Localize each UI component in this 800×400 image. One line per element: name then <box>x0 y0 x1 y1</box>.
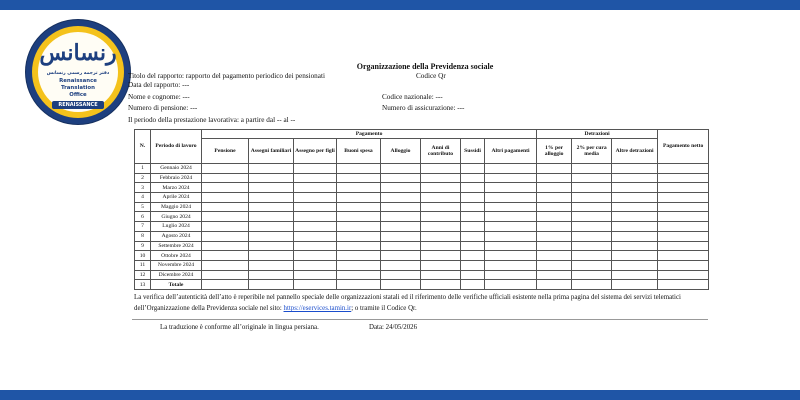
empty-cell <box>249 212 294 222</box>
empty-cell <box>658 260 709 270</box>
group-header-payment: Pagamento <box>202 130 537 139</box>
empty-cell <box>421 164 461 174</box>
empty-cell <box>485 193 537 203</box>
empty-cell <box>249 231 294 241</box>
work-period: Il periodo della prestazione lavorativa: a partire dal -- al -- <box>128 115 296 124</box>
organization-title: Organizzazione della Previdenza sociale <box>356 62 494 71</box>
col-header-other-deductions: Altre detrazioni <box>612 139 658 164</box>
empty-cell <box>537 202 572 212</box>
empty-cell <box>381 270 421 280</box>
table-header-groups <box>135 130 709 139</box>
empty-cell <box>202 270 249 280</box>
col-header-housing: Alloggio <box>381 139 421 164</box>
empty-cell <box>421 183 461 193</box>
row-number: 11 <box>135 260 151 270</box>
row-period: Totale <box>151 280 202 290</box>
empty-cell <box>421 193 461 203</box>
empty-cell <box>572 164 612 174</box>
row-period: Agosto 2024 <box>151 231 202 241</box>
table-row <box>135 241 709 251</box>
empty-cell <box>381 251 421 261</box>
empty-cell <box>202 212 249 222</box>
empty-cell <box>381 280 421 290</box>
empty-cell <box>202 260 249 270</box>
empty-cell <box>485 212 537 222</box>
col-header-family-allowance: Assegni familiari <box>249 139 294 164</box>
empty-cell <box>572 270 612 280</box>
empty-cell <box>294 173 337 183</box>
empty-cell <box>202 241 249 251</box>
empty-cell <box>461 280 485 290</box>
empty-cell <box>461 222 485 232</box>
empty-cell <box>658 231 709 241</box>
report-title-row <box>128 72 714 82</box>
empty-cell <box>249 241 294 251</box>
empty-cell <box>337 202 381 212</box>
empty-cell <box>612 280 658 290</box>
row-number: 5 <box>135 202 151 212</box>
col-header-medical-deduction: 2% per cura media <box>572 139 612 164</box>
document-header <box>128 62 714 126</box>
empty-cell <box>612 173 658 183</box>
empty-cell <box>537 222 572 232</box>
row-number: 9 <box>135 241 151 251</box>
logo-inner <box>38 32 118 112</box>
table-row <box>135 193 709 203</box>
empty-cell <box>202 280 249 290</box>
payments-table <box>134 129 709 290</box>
empty-cell <box>249 251 294 261</box>
empty-cell <box>461 270 485 280</box>
empty-cell <box>337 212 381 222</box>
empty-cell <box>202 222 249 232</box>
empty-cell <box>249 260 294 270</box>
report-title: Titolo del rapporto: rapporto del pagamento periodico dei pensionati <box>128 71 325 80</box>
empty-cell <box>381 222 421 232</box>
empty-cell <box>537 231 572 241</box>
empty-cell <box>485 251 537 261</box>
empty-cell <box>294 212 337 222</box>
table-row <box>135 270 709 280</box>
empty-cell <box>202 202 249 212</box>
row-number: 6 <box>135 212 151 222</box>
row-number: 4 <box>135 193 151 203</box>
empty-cell <box>249 222 294 232</box>
row-period: Novembre 2024 <box>151 260 202 270</box>
empty-cell <box>485 280 537 290</box>
empty-cell <box>658 251 709 261</box>
col-header-other-payments: Altri pagamenti <box>485 139 537 164</box>
table-header-columns <box>135 139 709 164</box>
empty-cell <box>249 270 294 280</box>
empty-cell <box>337 173 381 183</box>
numbers-row <box>128 104 714 114</box>
verification-text: La verifica dell’autenticità dell’atto è reperibile nel pannello speciale delle organizzazioni statali ed il riferimento delle verifiche ufficiali esistente nella prima pagina del sistema dei servizi telematici dell’Organizzazione della Previdenza sociale nel sito: <box>134 294 681 313</box>
empty-cell <box>612 260 658 270</box>
bottom-border-band <box>0 390 800 400</box>
empty-cell <box>337 164 381 174</box>
col-header-vouchers: Buoni spesa <box>337 139 381 164</box>
col-header-child-allowance: Assegno per figli <box>294 139 337 164</box>
empty-cell <box>485 231 537 241</box>
empty-cell <box>294 231 337 241</box>
empty-cell <box>658 193 709 203</box>
translation-footer <box>160 323 418 332</box>
pension-number: Numero di pensione: --- <box>128 104 198 113</box>
empty-cell <box>612 212 658 222</box>
logo-mark: رنسانس <box>39 40 117 66</box>
footer-divider <box>132 319 708 320</box>
table-row <box>135 164 709 174</box>
empty-cell <box>294 270 337 280</box>
col-header-period: Periodo di lavoro <box>151 130 202 164</box>
empty-cell <box>485 241 537 251</box>
empty-cell <box>421 280 461 290</box>
empty-cell <box>537 212 572 222</box>
empty-cell <box>381 164 421 174</box>
empty-cell <box>485 222 537 232</box>
empty-cell <box>485 270 537 280</box>
empty-cell <box>537 270 572 280</box>
empty-cell <box>485 202 537 212</box>
empty-cell <box>202 193 249 203</box>
table-row <box>135 212 709 222</box>
row-number: 10 <box>135 251 151 261</box>
table-row <box>135 251 709 261</box>
empty-cell <box>337 260 381 270</box>
empty-cell <box>485 173 537 183</box>
logo-ribbon: RENAISSANCE <box>52 101 104 109</box>
empty-cell <box>294 260 337 270</box>
row-period: Aprile 2024 <box>151 193 202 203</box>
col-header-subsidies: Sussidi <box>461 139 485 164</box>
empty-cell <box>381 193 421 203</box>
row-period: Luglio 2024 <box>151 222 202 232</box>
row-number: 12 <box>135 270 151 280</box>
table-row <box>135 222 709 232</box>
empty-cell <box>294 183 337 193</box>
empty-cell <box>572 241 612 251</box>
empty-cell <box>537 164 572 174</box>
empty-cell <box>572 280 612 290</box>
empty-cell <box>461 241 485 251</box>
empty-cell <box>658 212 709 222</box>
empty-cell <box>461 251 485 261</box>
empty-cell <box>249 183 294 193</box>
empty-cell <box>485 183 537 193</box>
empty-cell <box>337 251 381 261</box>
empty-cell <box>461 212 485 222</box>
table-row <box>135 231 709 241</box>
col-header-contribution-years: Anni di contributo <box>421 139 461 164</box>
empty-cell <box>461 173 485 183</box>
empty-cell <box>537 193 572 203</box>
top-border-band <box>0 0 800 10</box>
empty-cell <box>572 260 612 270</box>
empty-cell <box>537 241 572 251</box>
empty-cell <box>572 173 612 183</box>
row-period: Febbraio 2024 <box>151 173 202 183</box>
table-row <box>135 183 709 193</box>
row-number: 7 <box>135 222 151 232</box>
empty-cell <box>294 251 337 261</box>
table-row <box>135 280 709 290</box>
period-row <box>128 116 714 126</box>
empty-cell <box>294 280 337 290</box>
empty-cell <box>658 202 709 212</box>
empty-cell <box>612 241 658 251</box>
empty-cell <box>421 251 461 261</box>
empty-cell <box>337 241 381 251</box>
logo-line-translation: Translation <box>61 85 95 91</box>
report-date: Data del rapporto: --- <box>128 81 190 90</box>
empty-cell <box>612 164 658 174</box>
empty-cell <box>572 222 612 232</box>
logo-persian-line: دفتر ترجمه رسمی رنسانس <box>46 71 110 76</box>
empty-cell <box>337 193 381 203</box>
empty-cell <box>381 183 421 193</box>
empty-cell <box>202 164 249 174</box>
empty-cell <box>612 222 658 232</box>
verification-note <box>134 292 710 315</box>
empty-cell <box>612 251 658 261</box>
empty-cell <box>421 212 461 222</box>
empty-cell <box>337 270 381 280</box>
table-row <box>135 202 709 212</box>
qr-code-label: Codice Qr <box>416 71 446 80</box>
empty-cell <box>421 241 461 251</box>
row-period: Dicembre 2024 <box>151 270 202 280</box>
empty-cell <box>612 270 658 280</box>
table-body <box>135 164 709 290</box>
empty-cell <box>381 173 421 183</box>
empty-cell <box>612 193 658 203</box>
empty-cell <box>202 183 249 193</box>
row-period: Giugno 2024 <box>151 212 202 222</box>
empty-cell <box>294 241 337 251</box>
empty-cell <box>294 164 337 174</box>
col-header-pension: Pensione <box>202 139 249 164</box>
empty-cell <box>337 280 381 290</box>
empty-cell <box>572 183 612 193</box>
empty-cell <box>537 173 572 183</box>
empty-cell <box>537 260 572 270</box>
empty-cell <box>658 173 709 183</box>
empty-cell <box>658 241 709 251</box>
row-number: 2 <box>135 173 151 183</box>
empty-cell <box>485 164 537 174</box>
row-period: Maggio 2024 <box>151 202 202 212</box>
empty-cell <box>485 260 537 270</box>
logo-line-office: Office <box>69 92 87 98</box>
empty-cell <box>421 231 461 241</box>
empty-cell <box>537 183 572 193</box>
empty-cell <box>381 231 421 241</box>
logo-line-renaissance: Renaissance <box>59 78 97 84</box>
empty-cell <box>249 164 294 174</box>
row-period: Settembre 2024 <box>151 241 202 251</box>
empty-cell <box>461 231 485 241</box>
empty-cell <box>461 260 485 270</box>
empty-cell <box>421 222 461 232</box>
empty-cell <box>337 222 381 232</box>
empty-cell <box>381 241 421 251</box>
empty-cell <box>461 193 485 203</box>
empty-cell <box>249 202 294 212</box>
name-row <box>128 93 714 103</box>
empty-cell <box>202 251 249 261</box>
empty-cell <box>294 202 337 212</box>
empty-cell <box>421 270 461 280</box>
empty-cell <box>202 173 249 183</box>
empty-cell <box>612 202 658 212</box>
insurance-number: Numero di assicurazione: --- <box>382 104 465 113</box>
row-number: 3 <box>135 183 151 193</box>
translation-date: Data: 24/05/2026 <box>369 324 418 331</box>
row-period: Gennaio 2024 <box>151 164 202 174</box>
empty-cell <box>572 231 612 241</box>
empty-cell <box>294 193 337 203</box>
verification-link[interactable]: https://eservices.tamin.ir <box>283 305 352 313</box>
full-name: Nome e cognome: --- <box>128 92 190 101</box>
verification-text-end: ; o tramite il Codice Qr. <box>351 305 417 313</box>
empty-cell <box>612 183 658 193</box>
empty-cell <box>572 202 612 212</box>
empty-cell <box>202 231 249 241</box>
row-number: 1 <box>135 164 151 174</box>
empty-cell <box>461 183 485 193</box>
conformity-statement: La traduzione è conforme all’originale in lingua persiana. <box>160 324 319 331</box>
table-row <box>135 260 709 270</box>
row-period: Ottobre 2024 <box>151 251 202 261</box>
empty-cell <box>572 251 612 261</box>
empty-cell <box>421 260 461 270</box>
empty-cell <box>658 164 709 174</box>
empty-cell <box>572 212 612 222</box>
empty-cell <box>658 222 709 232</box>
empty-cell <box>572 193 612 203</box>
empty-cell <box>421 202 461 212</box>
row-number: 8 <box>135 231 151 241</box>
empty-cell <box>249 173 294 183</box>
empty-cell <box>461 164 485 174</box>
office-logo <box>26 20 130 124</box>
empty-cell <box>337 183 381 193</box>
empty-cell <box>612 231 658 241</box>
empty-cell <box>537 280 572 290</box>
empty-cell <box>461 202 485 212</box>
table-row <box>135 173 709 183</box>
row-number: 13 <box>135 280 151 290</box>
col-header-net-payment: Pagamento netto <box>658 130 709 164</box>
empty-cell <box>294 222 337 232</box>
col-header-housing-deduction: 1% per alloggio <box>537 139 572 164</box>
empty-cell <box>421 173 461 183</box>
report-date-row <box>128 81 714 91</box>
empty-cell <box>249 280 294 290</box>
empty-cell <box>249 193 294 203</box>
empty-cell <box>537 251 572 261</box>
empty-cell <box>381 260 421 270</box>
empty-cell <box>381 202 421 212</box>
national-code: Codice nazionale: --- <box>382 92 443 101</box>
empty-cell <box>658 270 709 280</box>
empty-cell <box>658 280 709 290</box>
col-header-number: N. <box>135 130 151 164</box>
empty-cell <box>381 212 421 222</box>
empty-cell <box>658 183 709 193</box>
group-header-deductions: Detrazioni <box>537 130 658 139</box>
empty-cell <box>337 231 381 241</box>
row-period: Marzo 2024 <box>151 183 202 193</box>
